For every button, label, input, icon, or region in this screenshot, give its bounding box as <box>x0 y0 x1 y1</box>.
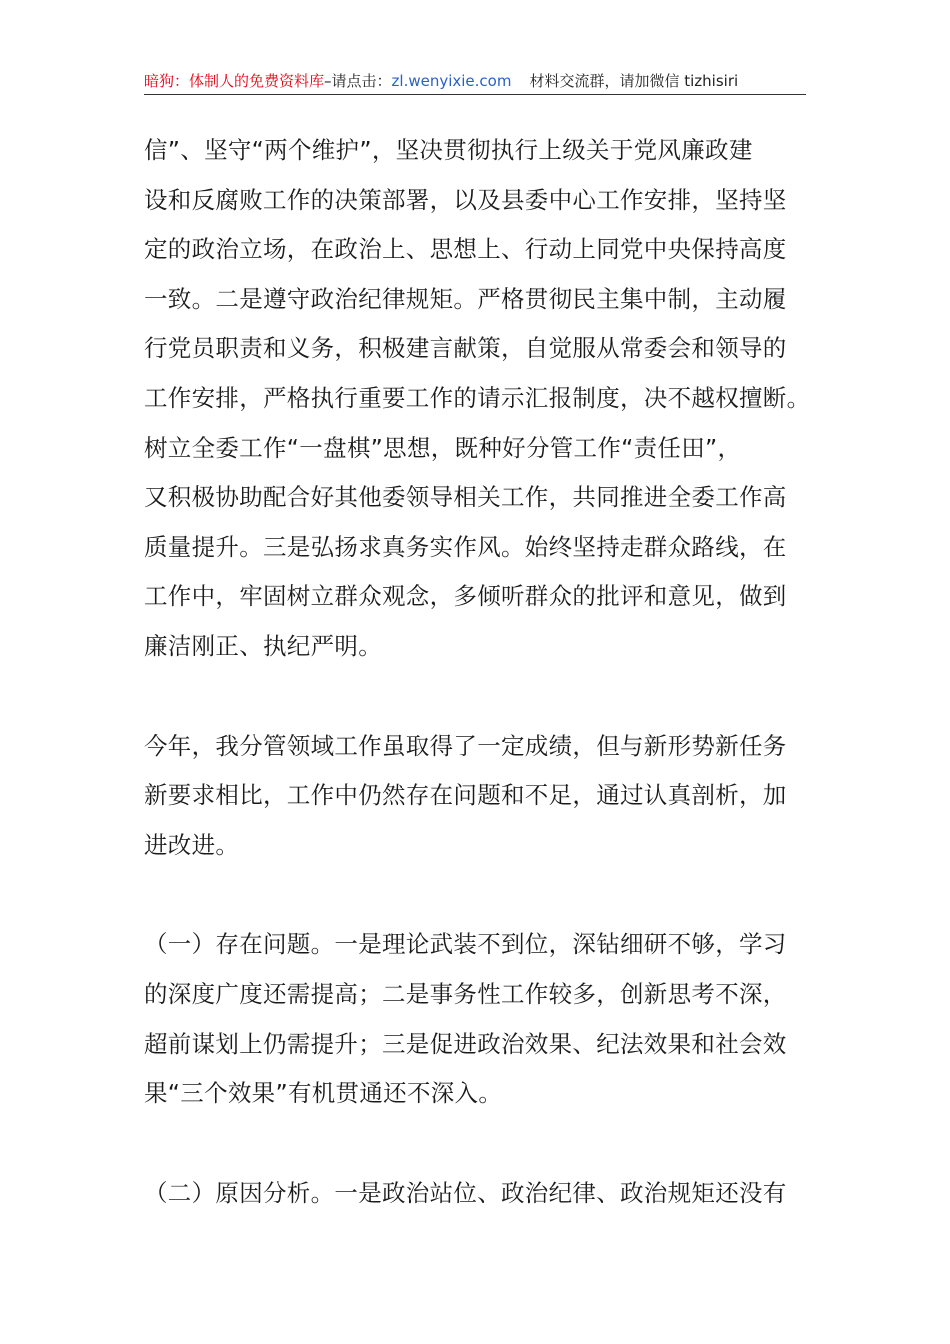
text-line: （一）存在问题。一是理论武装不到位，深钻细研不够，学习 <box>144 930 787 959</box>
text-line: （二）原因分析。一是政治站位、政治纪律、政治规矩还没有 <box>144 1178 787 1207</box>
text-line: 又积极协助配合好其他委领导相关工作，共同推进全委工作高 <box>144 483 787 512</box>
text-line: 定的政治立场，在政治上、思想上、行动上同党中央保持高度 <box>144 235 787 264</box>
paragraph-2 <box>144 722 812 871</box>
paragraph-spacer <box>144 672 812 722</box>
text-line: 工作安排，严格执行重要工作的请示汇报制度，决不越权擅断。 <box>144 383 811 412</box>
paragraph-3 <box>144 920 812 1118</box>
text-line: 的深度广度还需提高；二是事务性工作较多，创新思考不深， <box>144 979 787 1008</box>
page-header <box>144 68 806 95</box>
header-click-prompt: –请点击： <box>324 72 392 90</box>
text-line: 信”、坚守“两个维护”，坚决贯彻执行上级关于党风廉政建 <box>144 136 753 164</box>
text-line: 行党员职责和义务，积极建言献策，自觉服从常委会和领导的 <box>144 334 787 363</box>
text-line: 质量提升。三是弘扬求真务实作风。始终坚持走群众路线，在 <box>144 532 787 561</box>
paragraph-1 <box>144 126 812 672</box>
document-body <box>144 126 812 1218</box>
text-line: 设和反腐败工作的决策部署，以及县委中心工作安排，坚持坚 <box>144 185 787 214</box>
text-line: 超前谋划上仍需提升；三是促进政治效果、纪法效果和社会效 <box>144 1029 787 1058</box>
paragraph-spacer <box>144 870 812 920</box>
paragraph-4 <box>144 1169 812 1219</box>
text-line: 工作中，牢固树立群众观念，多倾听群众的批评和意见，做到 <box>144 582 787 611</box>
header-site-name: 暗狗：体制人的免费资料库 <box>144 72 325 90</box>
paragraph-spacer <box>144 1119 812 1169</box>
text-line: 树立全委工作“一盘棋”思想，既种好分管工作“责任田”， <box>144 433 742 462</box>
text-line: 廉洁刚正、执纪严明。 <box>144 631 382 660</box>
text-line: 一致。二是遵守政治纪律规矩。严格贯彻民主集中制，主动履 <box>144 284 787 313</box>
text-line: 果“三个效果”有机贯通还不深入。 <box>144 1079 503 1108</box>
text-line: 今年，我分管领域工作虽取得了一定成绩，但与新形势新任务 <box>144 731 787 760</box>
text-line: 新要求相比，工作中仍然存在问题和不足，通过认真剖析，加 <box>144 781 787 810</box>
header-url-link[interactable]: zl.wenyixie.com <box>391 72 512 90</box>
header-contact: 材料交流群，请加微信 tizhisiri <box>529 72 739 90</box>
text-line: 进改进。 <box>144 830 240 859</box>
